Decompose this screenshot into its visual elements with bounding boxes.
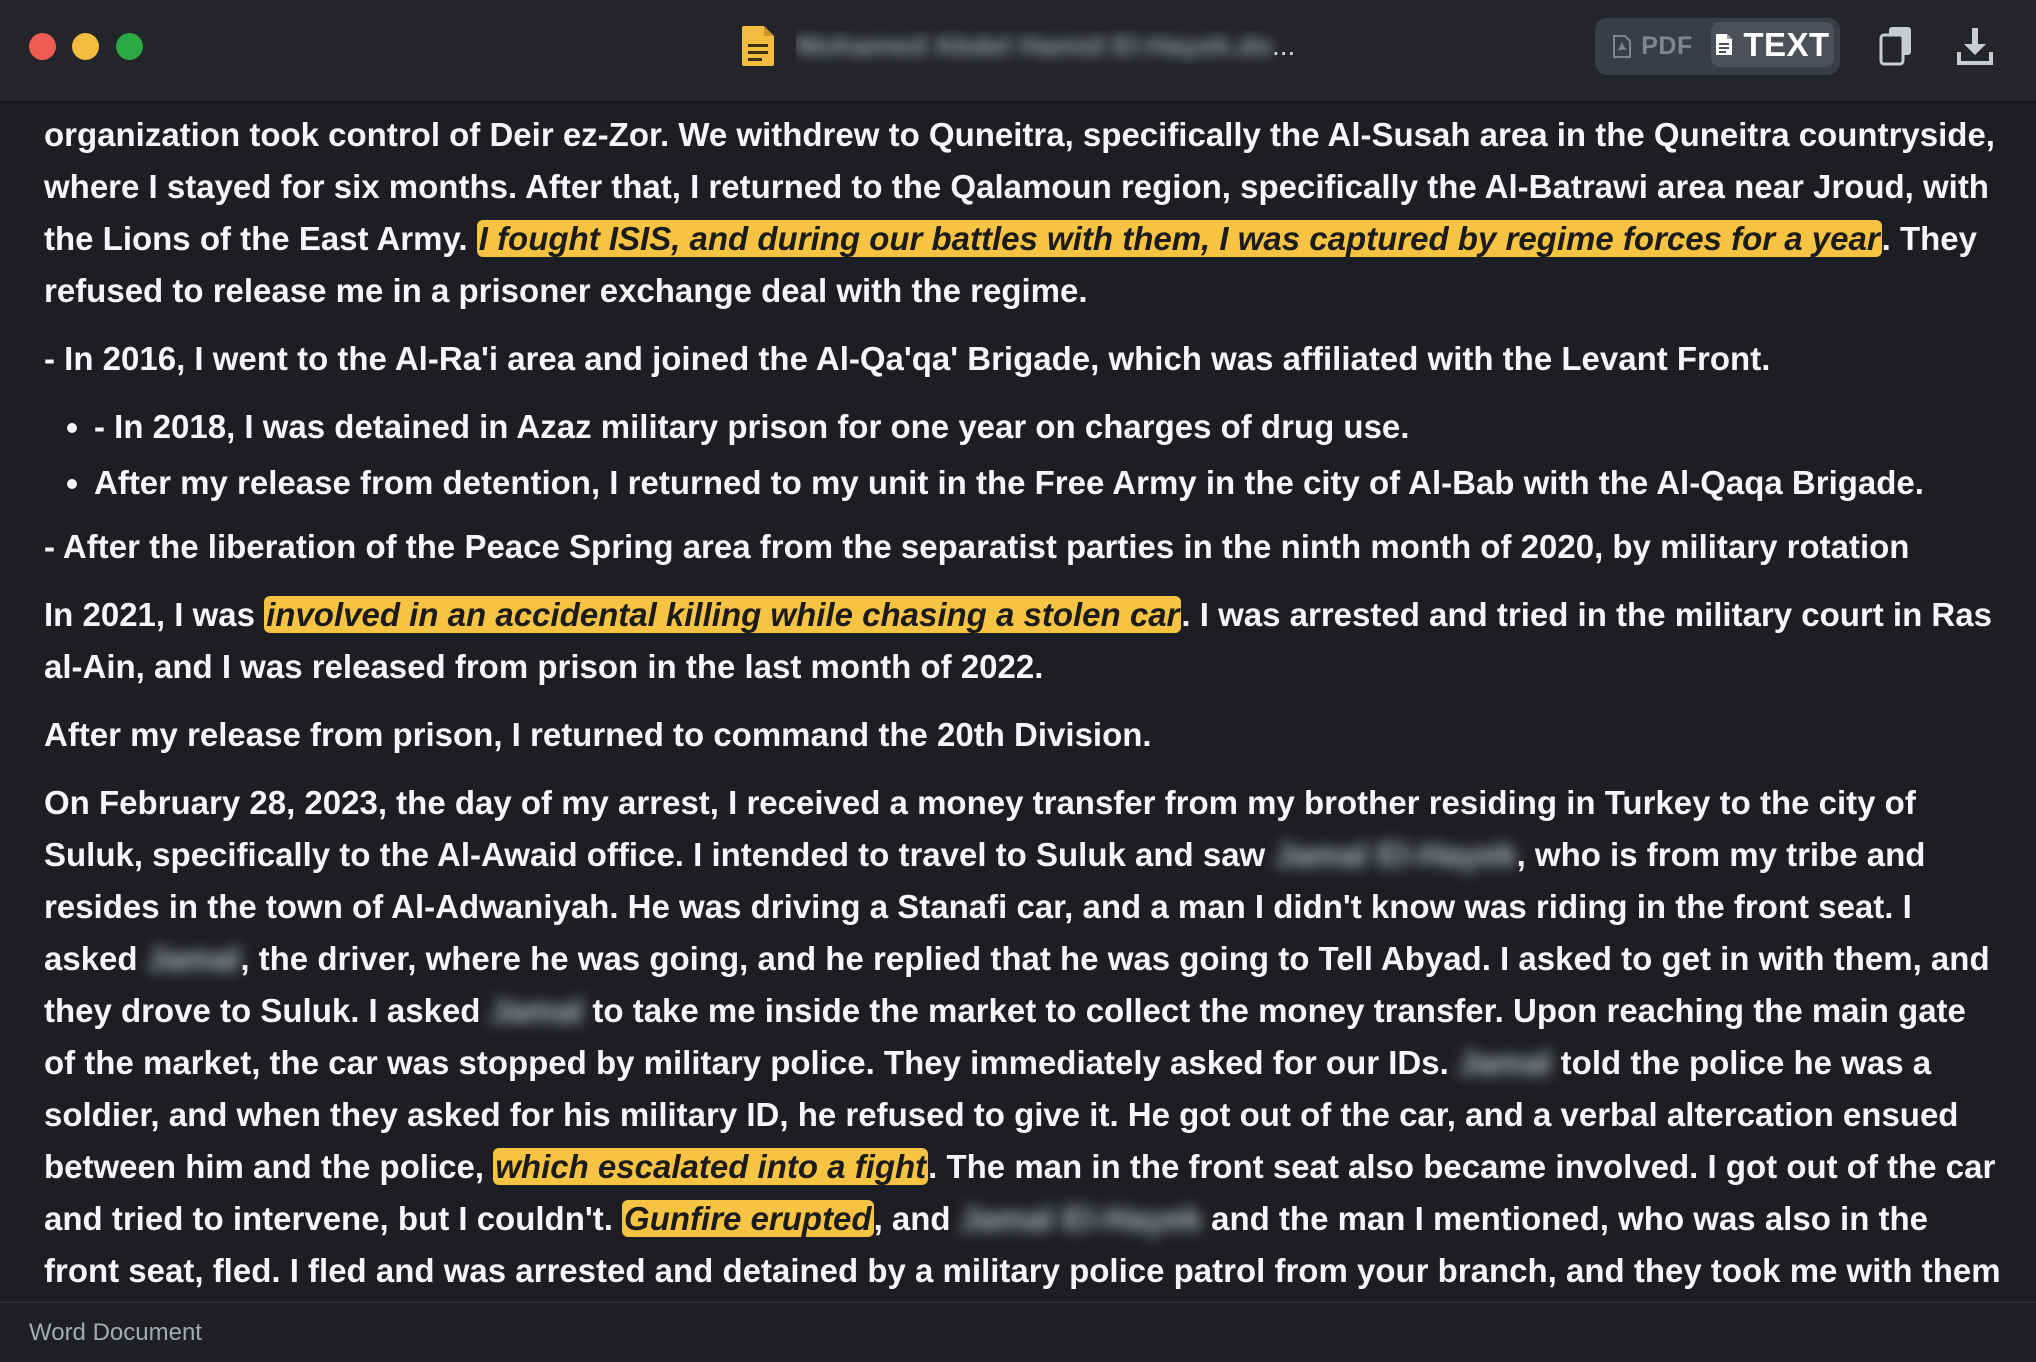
- close-window-button[interactable]: [29, 33, 56, 60]
- window-title-text: Mohamed Abdel Hamid El-Hayek.do: [796, 30, 1273, 61]
- document-content[interactable]: [0, 105, 2036, 1301]
- pdf-mode-label: PDF: [1641, 32, 1693, 60]
- paragraph: - In 2016, I went to the Al-Ra'i area and joined the Al-Qa'qa' Brigade, which was affiliated with the Levant Front.: [44, 340, 1771, 377]
- redacted-name: Jamal El-Hayek: [1274, 836, 1517, 873]
- download-icon[interactable]: [1957, 26, 1993, 66]
- list-item: • - In 2018, I was detained in Azaz military prison for one year on charges of drug use.: [94, 401, 2004, 453]
- title-bar: [0, 0, 2036, 103]
- text-file-icon: [1715, 33, 1733, 56]
- pdf-mode-button[interactable]: [1601, 24, 1705, 69]
- highlight: Gunfire erupted: [624, 1200, 872, 1237]
- text-run: In 2021, I was: [44, 596, 265, 633]
- text-run: , and: [873, 1200, 960, 1237]
- document-icon: [741, 25, 775, 67]
- text-run: On February 28, 2023, the day of my arrest, I received a money transfer from my brother residing in Turkey to the city of Suluk, specifically to the Al-Awaid office. I intended to travel to Suluk and saw: [44, 784, 1916, 873]
- document-text: [44, 109, 2004, 1301]
- bullet-list: [94, 401, 2004, 509]
- text-run: and the man I mentioned, who was also in the front seat, fled. I fled and was arrested and detained by a military police patrol from your branch, and they took me with them: [44, 1200, 2001, 1289]
- status-bar: [0, 1301, 2036, 1362]
- view-mode-toggle: [1595, 18, 1840, 75]
- copy-icon[interactable]: [1879, 26, 1913, 66]
- text-run: . The man in the front seat also became involved. I got out of the car and tried to intervene, but I couldn't.: [44, 1148, 1996, 1237]
- pdf-file-icon: [1613, 35, 1631, 58]
- redacted-name: Jamal: [489, 992, 584, 1029]
- minimize-window-button[interactable]: [72, 33, 99, 60]
- window-title-ellipsis: ...: [1272, 30, 1296, 61]
- text-run: , the driver, where he was going, and he replied that he was going to Tell Abyad. I asked to get in with them, and they drove to Suluk. I asked: [44, 940, 1990, 1029]
- text-run: . I was arrested and tried in the military court in Ras al-Ain, and I was released from prison in the last month of 2022.: [44, 596, 1992, 685]
- redacted-name: Jamal El-Hayek: [959, 1200, 1202, 1237]
- highlight: involved in an accidental killing while chasing a stolen car: [266, 596, 1180, 633]
- paragraph: [44, 109, 2004, 317]
- document-type-label: Word Document: [29, 1319, 202, 1346]
- highlight: I fought ISIS, and during our battles with them, I was captured by regime forces for a year: [478, 220, 1880, 257]
- paragraph: [44, 589, 2004, 693]
- redacted-name: Jamal: [146, 940, 241, 977]
- paragraph: - After the liberation of the Peace Spring area from the separatist parties in the ninth month of 2020, by military rotation: [44, 528, 1910, 565]
- redacted-name: Jamal: [1457, 1044, 1552, 1081]
- text-run: told the police he was a soldier, and when they asked for his military ID, he refused to give it. He got out of the car, and a verbal altercation ensued between him and the police,: [44, 1044, 1959, 1185]
- window-title: [796, 30, 1306, 64]
- list-item: • After my release from detention, I returned to my unit in the Free Army in the city of Al-Bab with the Al-Qaqa Brigade.: [94, 457, 2004, 509]
- paragraph: After my release from prison, I returned to command the 20th Division.: [44, 716, 1152, 753]
- text-mode-label: TEXT: [1743, 25, 1830, 63]
- text-run: . They refused to release me in a prisoner exchange deal with the regime.: [44, 220, 1978, 309]
- highlight: which escalated into a fight: [495, 1148, 927, 1185]
- paragraph: [44, 777, 2004, 1301]
- maximize-window-button[interactable]: [116, 33, 143, 60]
- text-run: to take me inside the market to collect the money transfer. Upon reaching the main gate of the market, the car was stopped by military police. They immediately asked for our IDs.: [44, 992, 1966, 1081]
- text-run: organization took control of Deir ez-Zor. We withdrew to Quneitra, specifically the Al-Susah area in the Quneitra countryside, where I stayed for six months. After that, I returned to the Qalamoun region, specifically the Al-Batrawi area near Jroud, with the Lions of the East Army.: [44, 116, 1995, 257]
- text-run: , who is from my tribe and resides in the town of Al-Adwaniyah. He was driving a Stanafi car, and a man I didn't know was riding in the front seat. I asked: [44, 836, 1926, 977]
- text-mode-button[interactable]: [1711, 22, 1834, 67]
